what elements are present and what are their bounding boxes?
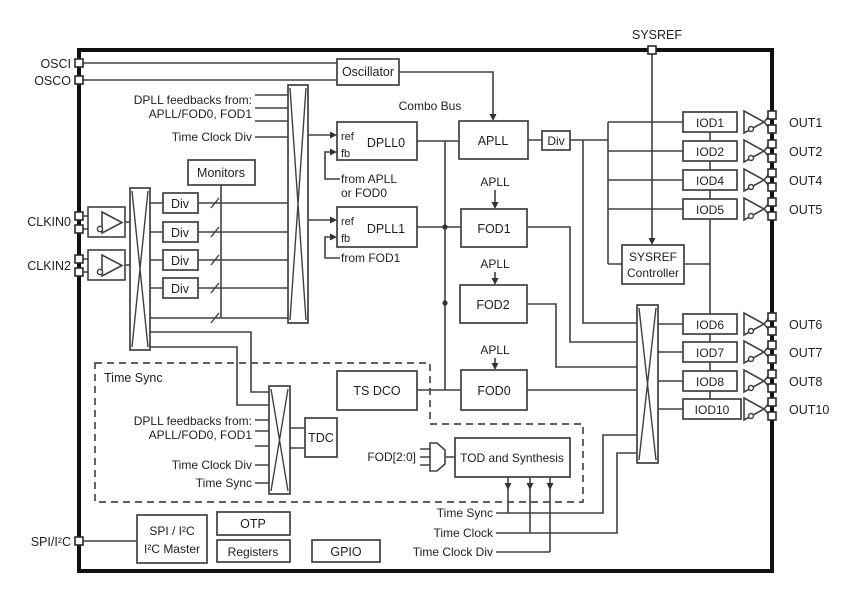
block-gpio	[312, 540, 380, 562]
otp-label: OTP	[240, 517, 266, 531]
sysref-controller-label-2: Controller	[626, 266, 680, 280]
block-iod7	[683, 342, 737, 362]
dpll0-fb-source-label-1: from APLL	[341, 172, 398, 186]
pin-clkin2-p	[75, 255, 83, 263]
dpll1-fb-label: fb	[341, 233, 351, 245]
block-apll	[459, 121, 528, 159]
block-apll-div	[542, 131, 570, 150]
ref-mux-time-clock-div-label: Time Clock Div	[171, 130, 252, 144]
block-monitors	[188, 160, 255, 185]
block-div-2	[163, 250, 198, 270]
time-sync-net-label: Time Sync	[436, 506, 493, 520]
ts-dco-label: TS DCO	[353, 384, 401, 398]
block-registers	[217, 540, 290, 562]
ref-mux-feedbacks-label-1: DPLL feedbacks from:	[133, 93, 252, 107]
junction-dot	[442, 224, 447, 229]
fod1-apll-source-label: APLL	[480, 175, 510, 189]
sysref-pin-label: SYSREF	[631, 28, 683, 42]
mux-reference	[288, 85, 308, 323]
pin-osci	[75, 59, 83, 67]
monitors-label: Monitors	[197, 166, 245, 180]
div-label: Div	[547, 134, 565, 148]
combo-bus-label: Combo Bus	[398, 99, 462, 113]
block-iod1	[683, 112, 737, 132]
clkin2-pin-label: CLKIN2	[27, 259, 71, 273]
spi-pin-label: SPI/I²C	[30, 535, 71, 549]
out5-pin-label: OUT5	[789, 203, 823, 217]
dpll1-ref-label: ref	[341, 216, 354, 228]
block-div-1	[163, 222, 198, 242]
clkin0-input-buffer	[88, 207, 125, 237]
iod7-label: IOD7	[695, 346, 725, 360]
dpll1-label: DPLL1	[366, 222, 406, 236]
oscillator-label: Oscillator	[341, 65, 395, 79]
block-iod5	[683, 199, 737, 219]
block-iod10	[683, 399, 741, 419]
block-iod4	[683, 170, 737, 190]
iod5-label: IOD5	[695, 203, 725, 217]
dpll0-label: DPLL0	[366, 136, 406, 150]
block-fod2	[460, 285, 527, 323]
time-clock-net-label: Time Clock	[433, 526, 493, 540]
iod10-label: IOD10	[694, 403, 730, 417]
time-sync-region-label: Time Sync	[104, 371, 163, 385]
fod0-apll-source-label: APLL	[480, 343, 510, 357]
fod1-label: FOD1	[477, 222, 511, 236]
iod4-label: IOD4	[695, 174, 725, 188]
osco-pin-label: OSCO	[34, 74, 71, 88]
block-iod2	[683, 141, 737, 161]
time-clock-div-net-label: Time Clock Div	[412, 545, 493, 559]
dpll1-fb-source-label: from FOD1	[341, 251, 401, 265]
apll-label: APLL	[477, 134, 509, 148]
out4-pin-label: OUT4	[789, 174, 823, 188]
block-otp	[217, 512, 290, 535]
div-label: Div	[170, 282, 190, 296]
block-div-3	[163, 278, 198, 298]
div-label: Div	[170, 197, 190, 211]
dpll0-fb-source-label-2: or FOD0	[341, 186, 388, 200]
tdc-label: TDC	[308, 431, 334, 445]
iod2-label: IOD2	[695, 145, 725, 159]
fod-bus-label: FOD[2:0]	[367, 450, 416, 464]
ts-mux-feedbacks-label-2: APLL/FOD0, FOD1	[148, 428, 252, 442]
mux-output-crossbar	[637, 305, 658, 463]
out7-pin-label: OUT7	[789, 346, 823, 360]
registers-label: Registers	[227, 545, 279, 559]
out1-pin-label: OUT1	[789, 116, 823, 130]
block-iod6	[683, 314, 737, 334]
block-iod8	[683, 371, 737, 391]
ts-mux-feedbacks-label-1: DPLL feedbacks from:	[133, 414, 252, 428]
fod2-label: FOD2	[476, 298, 510, 312]
tod-label: TOD and Synthesis	[460, 451, 564, 465]
pin-sysref	[648, 46, 656, 54]
block-tod-synthesis	[455, 438, 570, 477]
fod2-apll-source-label: APLL	[480, 257, 510, 271]
block-div-0	[163, 193, 198, 213]
clkin2-input-buffer	[88, 250, 125, 280]
output-buffers	[744, 111, 764, 420]
block-oscillator	[337, 59, 399, 85]
ts-mux-time-sync-label: Time Sync	[195, 476, 252, 490]
clkin0-pin-label: CLKIN0	[27, 215, 71, 229]
mux-clkin	[130, 188, 150, 350]
dpll0-ref-label: ref	[341, 131, 354, 143]
pin-spi-i2c	[75, 537, 83, 545]
mux-time-sync	[269, 386, 290, 494]
fod-bus-funnel	[430, 443, 445, 471]
block-tdc	[305, 418, 337, 457]
block-dpll0	[337, 122, 417, 160]
block-sysref-controller	[622, 245, 684, 284]
signal-wires	[83, 54, 770, 552]
junction-dot	[442, 300, 447, 305]
pin-osco	[75, 76, 83, 84]
fod0-label: FOD0	[477, 384, 511, 398]
pin-clkin0-p	[75, 212, 83, 220]
block-fod0	[461, 370, 527, 410]
chip-boundary	[79, 50, 772, 571]
out8-pin-label: OUT8	[789, 375, 823, 389]
dpll0-fb-label: fb	[341, 148, 351, 160]
spi-label-1: SPI / I²C	[149, 524, 195, 538]
out10-pin-label: OUT10	[789, 403, 830, 417]
div-label: Div	[170, 254, 190, 268]
pin-clkin2-n	[75, 268, 83, 276]
pin-clkin0-n	[75, 225, 83, 233]
iod6-label: IOD6	[695, 318, 725, 332]
out2-pin-label: OUT2	[789, 145, 823, 159]
block-ts-dco	[337, 371, 417, 410]
iod8-label: IOD8	[695, 375, 725, 389]
block-fod1	[461, 209, 527, 247]
spi-label-2: I²C Master	[143, 542, 201, 556]
ref-mux-feedbacks-label-2: APLL/FOD0, FOD1	[148, 107, 252, 121]
sysref-controller-label-1: SYSREF	[628, 250, 678, 264]
out6-pin-label: OUT6	[789, 318, 823, 332]
gpio-label: GPIO	[330, 545, 362, 559]
ts-mux-time-clock-div-label: Time Clock Div	[171, 458, 252, 472]
block-dpll1	[337, 207, 417, 247]
iod1-label: IOD1	[695, 116, 725, 130]
block-spi-i2c	[137, 515, 207, 563]
div-label: Div	[170, 226, 190, 240]
osci-pin-label: OSCI	[40, 57, 71, 71]
